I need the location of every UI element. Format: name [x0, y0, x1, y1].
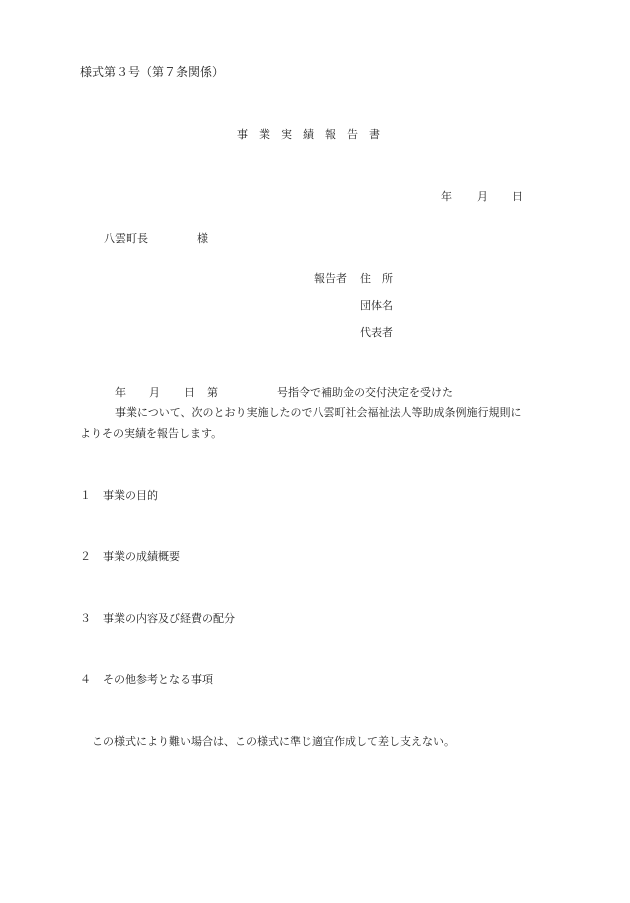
document-title: 事業実績報告書: [237, 128, 391, 141]
footnote: この様式により難い場合は、この様式に準じ適宜作成して差し支えない。: [92, 735, 455, 748]
item-label: 事業の成績概要: [103, 550, 180, 563]
item-number: ３: [80, 612, 91, 625]
addressee-name: 八雲町長: [104, 232, 148, 245]
reporter-representative-label: 代表者: [360, 326, 393, 339]
reporter-address-label: 住 所: [360, 272, 393, 285]
reporter-organization-label: 団体名: [360, 299, 393, 312]
body-year: 年: [115, 386, 126, 399]
date-year: 年: [441, 190, 452, 203]
date-month: 月: [477, 190, 488, 203]
item-label: その他参考となる事項: [103, 673, 213, 686]
body-line1-rest: 号指令で補助金の交付決定を受けた: [277, 386, 453, 399]
reporter-label: 報告者: [314, 272, 347, 285]
date-day: 日: [512, 190, 523, 203]
addressee-honorific: 様: [197, 232, 208, 245]
body-line3: よりその実績を報告します。: [80, 427, 223, 440]
item-number: ２: [80, 550, 91, 563]
form-number: 様式第３号（第７条関係）: [80, 65, 225, 79]
item-label: 事業の内容及び経費の配分: [103, 612, 235, 625]
body-line2: 事業について、次のとおり実施したので八雲町社会福祉法人等助成条例施行規則に: [115, 406, 522, 419]
item-number: ４: [80, 673, 91, 686]
body-number-prefix: 第: [207, 386, 218, 399]
body-day: 日: [184, 386, 195, 399]
body-month: 月: [149, 386, 160, 399]
item-number: １: [80, 489, 91, 502]
item-label: 事業の目的: [103, 489, 158, 502]
